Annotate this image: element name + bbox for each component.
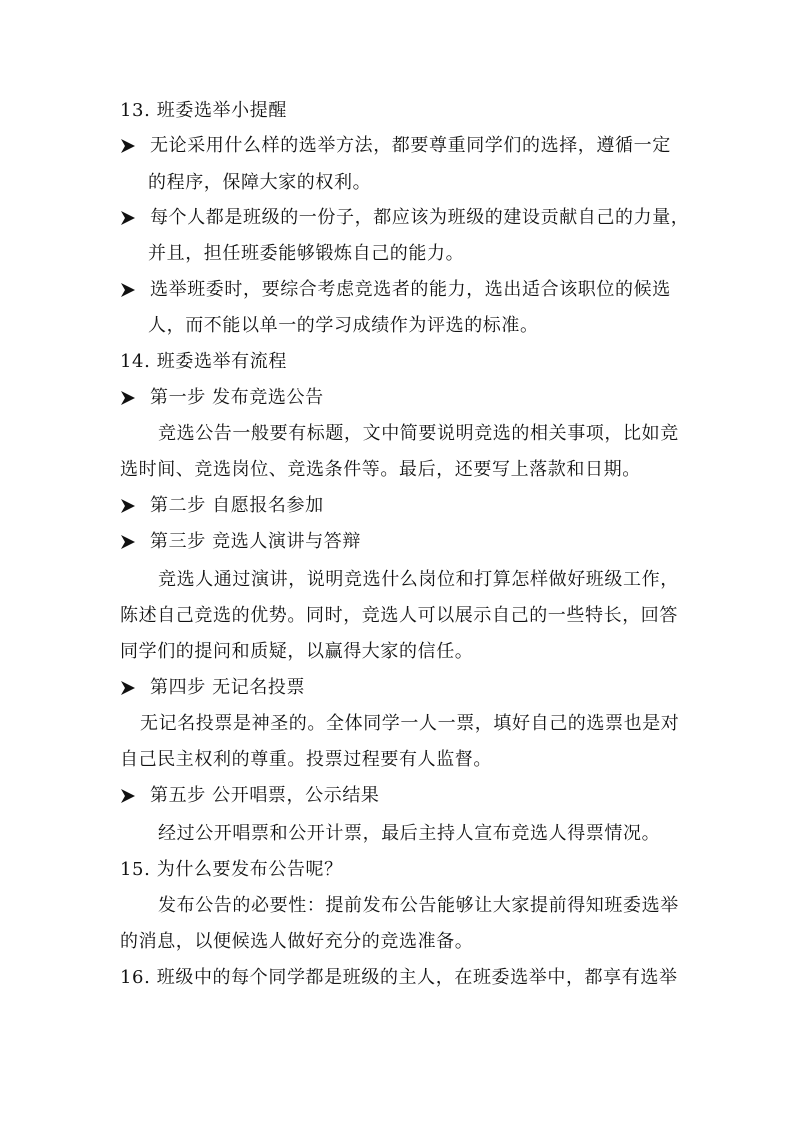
bullet-text-cont: 人，而不能以单一的学习成绩作为评选的标准。	[148, 315, 539, 336]
section-heading-14: 14. 班委选举有流程	[120, 351, 287, 372]
section-heading-16: 16. 班级中的每个同学都是班级的主人，在班委选举中，都享有选举	[120, 967, 678, 988]
step-item	[120, 675, 305, 701]
section-heading-15: 15. 为什么要发布公告呢？	[120, 859, 343, 880]
step-item	[120, 493, 324, 519]
step-paragraph: 经过公开唱票和公开计票，最后主持人宣布竞选人得票情况。	[158, 823, 661, 844]
bullet-item	[120, 205, 689, 231]
arrow-bullet-icon	[120, 205, 150, 231]
step-title: 第二步 自愿报名参加	[150, 495, 324, 516]
step-title: 第五步 公开唱票，公示结果	[150, 785, 380, 806]
step-paragraph: 无记名投票是神圣的。全体同学一人一票，填好自己的选票也是对	[140, 713, 680, 734]
arrow-bullet-icon	[120, 385, 150, 411]
bullet-text: 无论采用什么样的选举方法，都要尊重同学们的选择，遵循一定	[150, 135, 671, 156]
bullet-item	[120, 277, 671, 303]
bullet-text-cont: 并且，担任班委能够锻炼自己的能力。	[148, 243, 465, 264]
arrow-bullet-icon	[120, 277, 150, 303]
arrow-bullet-icon	[120, 783, 150, 809]
step-item	[120, 529, 361, 555]
bullet-text: 选举班委时，要综合考虑竞选者的能力，选出适合该职位的候选	[150, 279, 671, 300]
step-title: 第一步 发布竞选公告	[150, 387, 324, 408]
section-heading-13: 13. 班委选举小提醒	[120, 100, 287, 121]
step-paragraph: 竞选人通过演讲，说明竞选什么岗位和打算怎样做好班级工作，	[158, 569, 679, 590]
step-paragraph: 陈述自己竞选的优势。同时，竞选人可以展示自己的一些特长，回答	[120, 605, 678, 626]
step-paragraph: 同学们的提问和质疑，以赢得大家的信任。	[120, 641, 474, 662]
arrow-bullet-icon	[120, 529, 150, 555]
arrow-bullet-icon	[120, 675, 150, 701]
step-item	[120, 385, 324, 411]
step-title: 第三步 竞选人演讲与答辩	[150, 531, 361, 552]
step-item	[120, 783, 380, 809]
step-paragraph: 自己民主权利的尊重。投票过程要有人监督。	[120, 749, 492, 770]
bullet-text: 每个人都是班级的一份子，都应该为班级的建设贡献自己的力量，	[150, 207, 690, 228]
paragraph: 发布公告的必要性：提前发布公告能够让大家提前得知班委选举	[158, 895, 679, 916]
paragraph: 的消息，以便候选人做好充分的竞选准备。	[120, 931, 474, 952]
arrow-bullet-icon	[120, 133, 150, 159]
bullet-text-cont: 的程序，保障大家的权利。	[148, 172, 372, 193]
arrow-bullet-icon	[120, 493, 150, 519]
step-title: 第四步 无记名投票	[150, 677, 306, 698]
step-paragraph: 竞选公告一般要有标题，文中简要说明竞选的相关事项，比如竞	[158, 423, 679, 444]
step-paragraph: 选时间、竞选岗位、竞选条件等。最后，还要写上落款和日期。	[120, 459, 641, 480]
bullet-item	[120, 133, 671, 159]
